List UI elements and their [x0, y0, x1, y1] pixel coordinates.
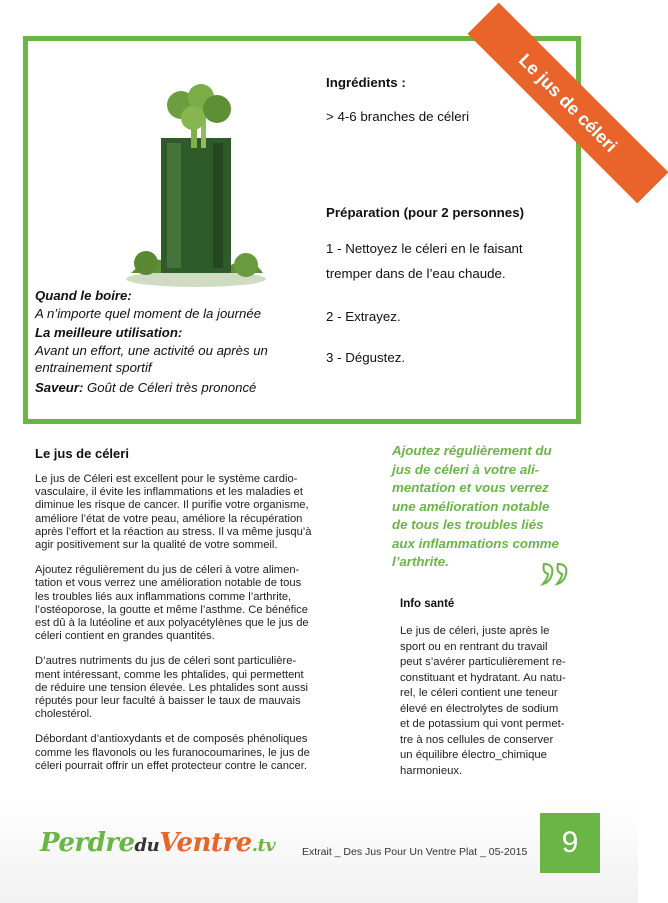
article-paragraph: Le jus de Céleri est excellent pour le système cardio- vasculaire, il évite les inflammations et les maladies et diminue les risque de cancer. Il purifie votre organisme, améliore l’état de votre peau, améliore la récupération après l’effort et la réaction au stress. Il va même jusqu’à agir positivement sur la qualité de votre sommeil.: [35, 473, 312, 552]
info-value: Avant un effort, une activité ou après un entrainement sportif: [35, 342, 268, 375]
logo-part: du: [134, 835, 160, 856]
preparation-section: [326, 205, 566, 386]
article: [35, 446, 355, 785]
info-label: La meilleure utilisation:: [35, 325, 183, 340]
ingredients-title: Ingrédients :: [326, 75, 406, 90]
info-sante-box: [400, 598, 590, 779]
ribbon-text: Le jus de céleri: [515, 49, 622, 156]
logo-part: Ventre: [159, 828, 252, 858]
info-sante-text: Le jus de céleri, juste après le sport ou en rentrant du travail peut s’avérer particulièrement re- constituant et hydratant. Au natu- rel, le céleri contient une teneur élevé en électrolytes de sodium et de potassium qui vont permet- tre à nos cellules de conserver un équilibre électro_chimique harmonieux.: [400, 625, 566, 777]
logo-part: .tv: [251, 835, 276, 856]
usage-info: [35, 287, 305, 398]
info-when: [35, 287, 305, 322]
info-best-use: [35, 324, 305, 377]
info-value: Goût de Céleri très prononcé: [83, 379, 257, 395]
celery-juice-glass-image: [121, 83, 271, 288]
ingredient-item: > 4-6 branches de céleri: [326, 109, 470, 124]
info-value: A n’importe quel moment de la journée: [35, 305, 262, 321]
preparation-title: Préparation (pour 2 personnes): [326, 205, 525, 220]
preparation-step: 1 - Nettoyez le céleri en le faisant tremper dans de l’eau chaude.: [326, 241, 523, 281]
info-flavor: [35, 379, 305, 397]
info-label: Quand le boire:: [35, 288, 132, 303]
info-sante-title: Info santé: [400, 598, 455, 610]
recipe-card: [23, 36, 622, 424]
info-label: Saveur:: [35, 379, 84, 395]
site-logo: [40, 828, 275, 864]
article-paragraph: Débordant d’antioxydants et de composés phénoliques comme les flavonols ou les furanocoumarines, le jus de céleri pourrait offrir un effet protecteur contre le cancer.: [35, 733, 310, 772]
pull-quote: Ajoutez régulièrement du jus de céleri à votre ali- mentation et vous verrez une amélioration notable de tous les troubles liés aux inflammations comme l’arthrite.: [392, 443, 559, 569]
article-paragraph: D’autres nutriments du jus de céleri sont particulière- ment intéressant, comme les phtalides, qui permettent de réduire une tension élevée. Les phtalides sont aussi réputés pour leur faculté à baisser le taux de mauvais cholestérol.: [35, 655, 309, 721]
preparation-step: 3 - Dégustez.: [326, 350, 406, 365]
logo-part: Perdre: [40, 828, 135, 858]
article-paragraph: Ajoutez régulièrement du jus de céleri à votre alimen- tation et vous verrez une amélioration notable de tous les troubles liés aux inflammations comme l’arthrite, l’ostéoporose, la goutte et même l’asthme. Ce bénéfice est dû à la lutéoline et aux polyacétylènes que le jus de céleri contient en grandes quantités.: [35, 564, 309, 643]
page-number: 9: [540, 813, 600, 873]
footer-caption: Extrait _ Des Jus Pour Un Ventre Plat _ 05-2015: [302, 846, 528, 858]
preparation-step: 2 - Extrayez.: [326, 309, 401, 324]
quote-mark-icon: [540, 560, 572, 588]
article-title: Le jus de céleri: [35, 446, 129, 461]
